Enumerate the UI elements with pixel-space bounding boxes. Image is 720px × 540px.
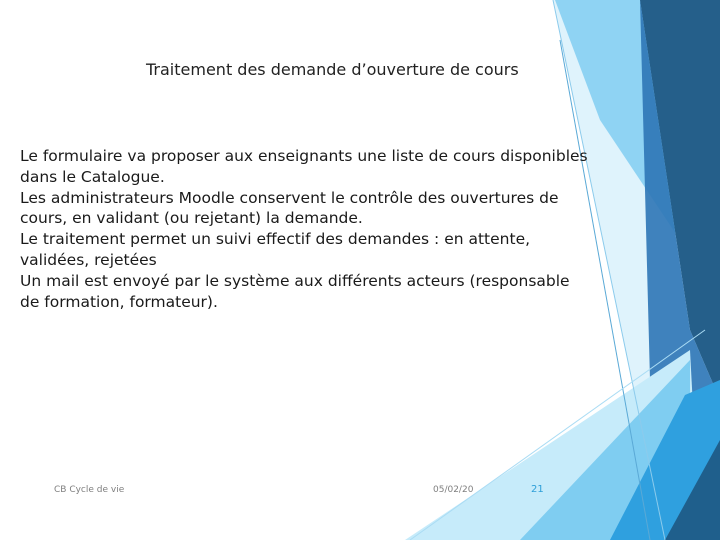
body-paragraph: Un mail est envoyé par le système aux différents acteurs (responsable de formation, formateur).: [20, 271, 570, 311]
body-paragraph: Le traitement permet un suivi effectif des demandes : en attente, validées, rejetées: [20, 230, 531, 269]
footer-date: 05/02/20: [433, 485, 474, 495]
slide-body: [20, 146, 590, 312]
slide-number: 21: [531, 484, 544, 495]
body-paragraph: Les administrateurs Moodle conservent le contrôle des ouvertures de cours, en validant (ou rejetant) la demande.: [20, 188, 559, 228]
footer-label: CB Cycle de vie: [54, 485, 125, 495]
body-paragraph: Le formulaire va proposer aux enseignants une liste de cours disponibles dans le Catalogue.: [20, 147, 588, 186]
slide-title: Traitement des demande d’ouverture de cours: [146, 60, 519, 79]
